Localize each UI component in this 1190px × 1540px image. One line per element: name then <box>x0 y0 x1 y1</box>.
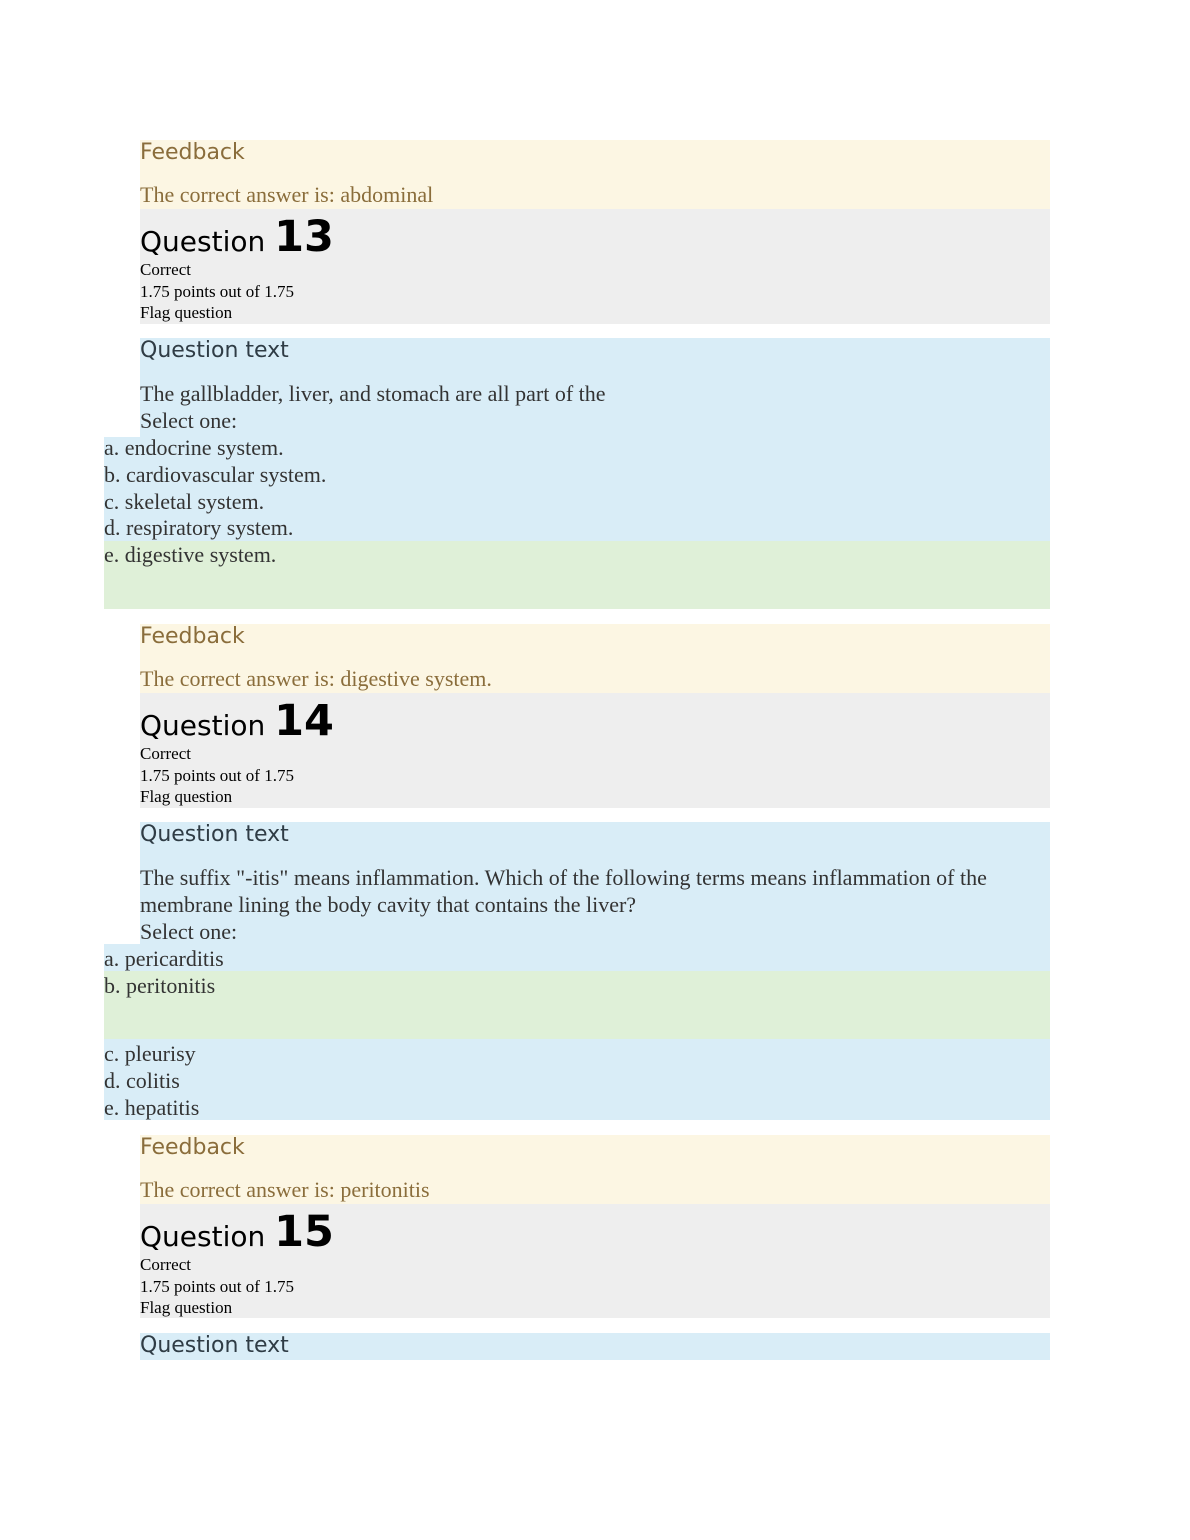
flag-question-link[interactable]: Flag question <box>140 303 233 322</box>
question-text-title: Question text <box>140 822 289 847</box>
feedback-text: The correct answer is: digestive system. <box>140 666 492 691</box>
question-prefix: Question <box>140 1220 266 1253</box>
answer-option-a[interactable]: a. pericarditis <box>104 946 224 971</box>
feedback-text: The correct answer is: peritonitis <box>140 1177 430 1202</box>
answer-option-e[interactable]: e. digestive system. <box>104 542 277 567</box>
answer-option-d[interactable]: d. respiratory system. <box>104 515 294 540</box>
question-points: 1.75 points out of 1.75 <box>140 1277 294 1296</box>
answer-option-c[interactable]: c. skeletal system. <box>104 489 265 514</box>
question-number: 15 <box>274 1207 334 1257</box>
question-14-correct-answer-highlight <box>104 971 1050 1040</box>
question-status: Correct <box>140 1255 191 1274</box>
feedback-title: Feedback <box>140 140 245 165</box>
question-points: 1.75 points out of 1.75 <box>140 282 294 301</box>
answer-option-e[interactable]: e. hepatitis <box>104 1095 200 1120</box>
answer-option-b[interactable]: b. peritonitis <box>104 973 216 998</box>
question-13-info <box>140 209 1050 324</box>
answer-option-b[interactable]: b. cardiovascular system. <box>104 462 327 487</box>
question-14-answers-panel-bottom <box>104 1039 1050 1120</box>
flag-question-link[interactable]: Flag question <box>140 1298 233 1317</box>
flag-question-link[interactable]: Flag question <box>140 787 233 806</box>
question-text: The suffix "-itis" means inflammation. Which of the following terms means inflammation of the membrane lining the body cavity that contains the liver? <box>140 865 987 917</box>
question-number: 14 <box>274 696 334 746</box>
answer-option-c[interactable]: c. pleurisy <box>104 1041 196 1066</box>
feedback-panel-q13 <box>140 624 1050 693</box>
question-number: 13 <box>274 212 334 262</box>
question-prefix: Question <box>140 225 266 258</box>
question-status: Correct <box>140 744 191 763</box>
question-14-answers-panel-top <box>104 944 1050 972</box>
select-one-prompt: Select one: <box>140 919 238 944</box>
feedback-title: Feedback <box>140 1135 245 1160</box>
answer-option-d[interactable]: d. colitis <box>104 1068 180 1093</box>
question-points: 1.75 points out of 1.75 <box>140 766 294 785</box>
question-text: The gallbladder, liver, and stomach are all part of the <box>140 381 606 406</box>
question-text-title: Question text <box>140 1333 289 1358</box>
feedback-panel-q12 <box>140 140 1050 209</box>
question-prefix: Question <box>140 709 266 742</box>
select-one-prompt: Select one: <box>140 408 238 433</box>
feedback-text: The correct answer is: abdominal <box>140 182 434 207</box>
feedback-panel-q14 <box>140 1135 1050 1204</box>
question-text-title: Question text <box>140 338 289 363</box>
question-14-info <box>140 693 1050 808</box>
feedback-title: Feedback <box>140 624 245 649</box>
question-15-info <box>140 1204 1050 1318</box>
question-status: Correct <box>140 260 191 279</box>
answer-option-a[interactable]: a. endocrine system. <box>104 435 284 460</box>
